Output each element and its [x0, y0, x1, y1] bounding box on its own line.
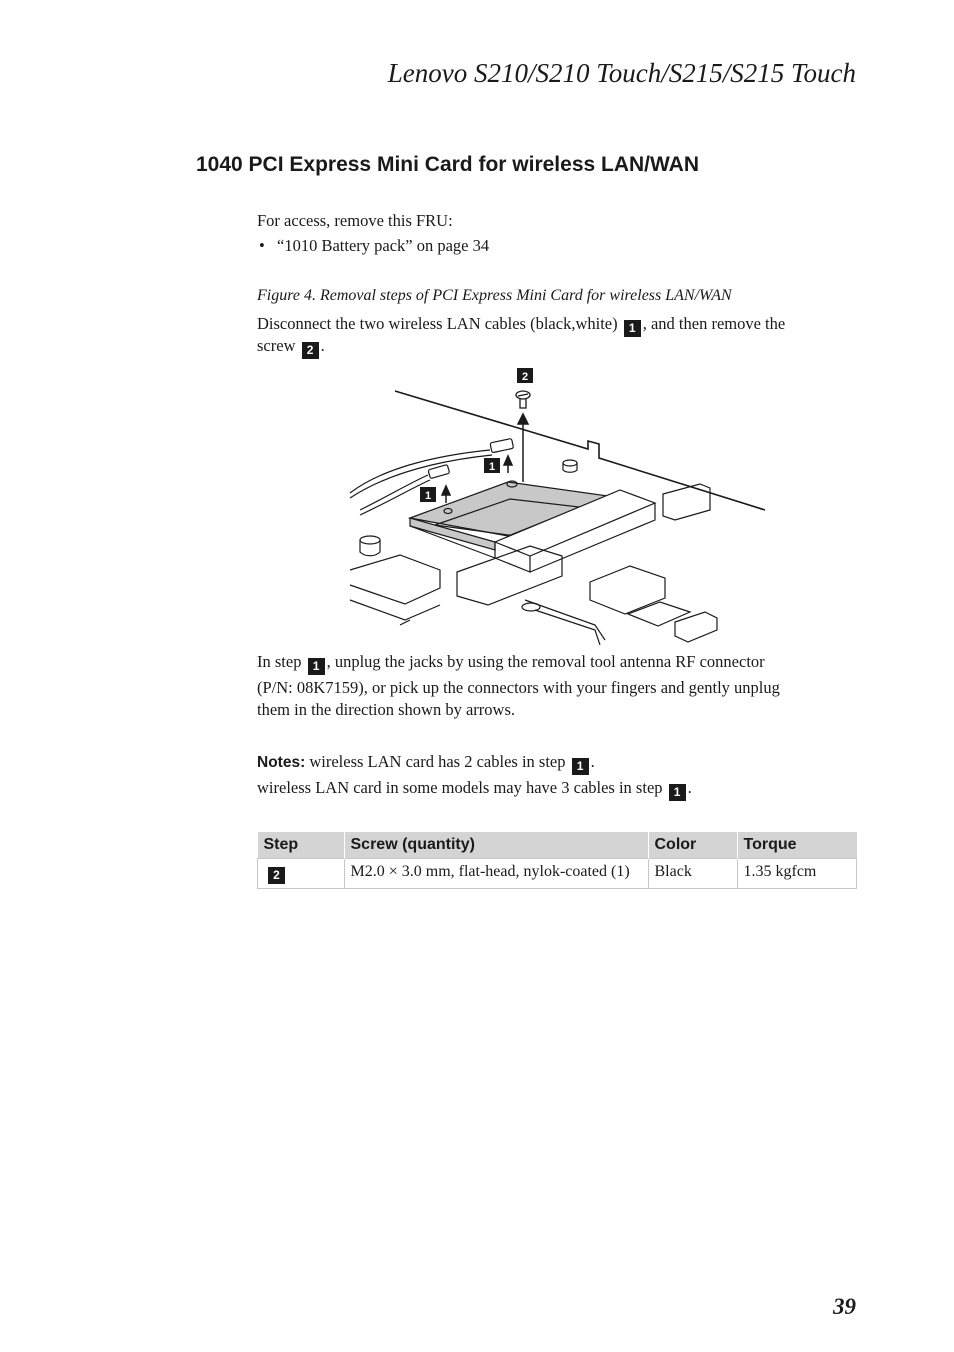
period: .	[590, 752, 595, 771]
step-1-badge: 1	[624, 320, 641, 337]
access-item: “1010 Battery pack” on page 34	[277, 236, 490, 255]
callout-1-label: 1	[488, 461, 496, 473]
cell-torque: 1.35 kgfcm	[737, 859, 857, 889]
header-screw: Screw (quantity)	[344, 832, 648, 859]
table-header-row	[258, 832, 857, 859]
step-1-badge: 1	[308, 658, 325, 675]
period: .	[687, 778, 692, 797]
instruction-text: screw	[257, 336, 296, 355]
figure-caption: Figure 4. Removal steps of PCI Express Mini Card for wireless LAN/WAN	[257, 287, 732, 304]
header-step: Step	[258, 832, 345, 859]
step-text-line3: them in the direction shown by arrows.	[257, 700, 515, 719]
callout-1-label: 1	[424, 490, 432, 502]
header-torque: Torque	[737, 832, 857, 859]
notes-label: Notes:	[257, 754, 306, 771]
step-text: , unplug the jacks by using the removal tool antenna RF connector	[326, 652, 765, 671]
instruction-text: , and then remove the	[642, 314, 786, 333]
screw-spec-table	[257, 832, 857, 889]
section-title: 1040 PCI Express Mini Card for wireless LAN/WAN	[196, 153, 699, 176]
cell-color: Black	[648, 859, 737, 889]
callout-2-label: 2	[521, 371, 529, 383]
bullet-marker: •	[259, 236, 265, 255]
notes-text: wireless LAN card in some models may have 3 cables in step	[257, 778, 663, 797]
notes-line2	[257, 777, 692, 801]
step-text-line2: (P/N: 08K7159), or pick up the connectors with your fingers and gently unplug	[257, 678, 780, 697]
step-1-badge: 1	[669, 784, 686, 801]
cell-screw: M2.0 × 3.0 mm, flat-head, nylok-coated (1)	[344, 859, 648, 889]
instruction-text: Disconnect the two wireless LAN cables (black,white)	[257, 314, 618, 333]
step-2-badge: 2	[302, 342, 319, 359]
running-header: Lenovo S210/S210 Touch/S215/S215 Touch	[387, 58, 856, 88]
table-row	[258, 859, 857, 889]
page-number: 39	[833, 1294, 856, 1319]
step-1-badge: 1	[572, 758, 589, 775]
step-text: In step	[257, 652, 302, 671]
figure-instruction-line2	[257, 335, 325, 359]
instruction-text: .	[320, 336, 325, 355]
notes-text: wireless LAN card has 2 cables in step	[309, 752, 566, 771]
step-2-badge: 2	[268, 867, 285, 884]
figure-instruction-line1	[257, 313, 785, 337]
cell-step	[258, 859, 345, 889]
access-intro: For access, remove this FRU:	[257, 211, 453, 230]
removal-illustration	[340, 360, 780, 645]
header-color: Color	[648, 832, 737, 859]
notes-line1	[257, 751, 595, 775]
step-text-line1	[257, 651, 765, 675]
